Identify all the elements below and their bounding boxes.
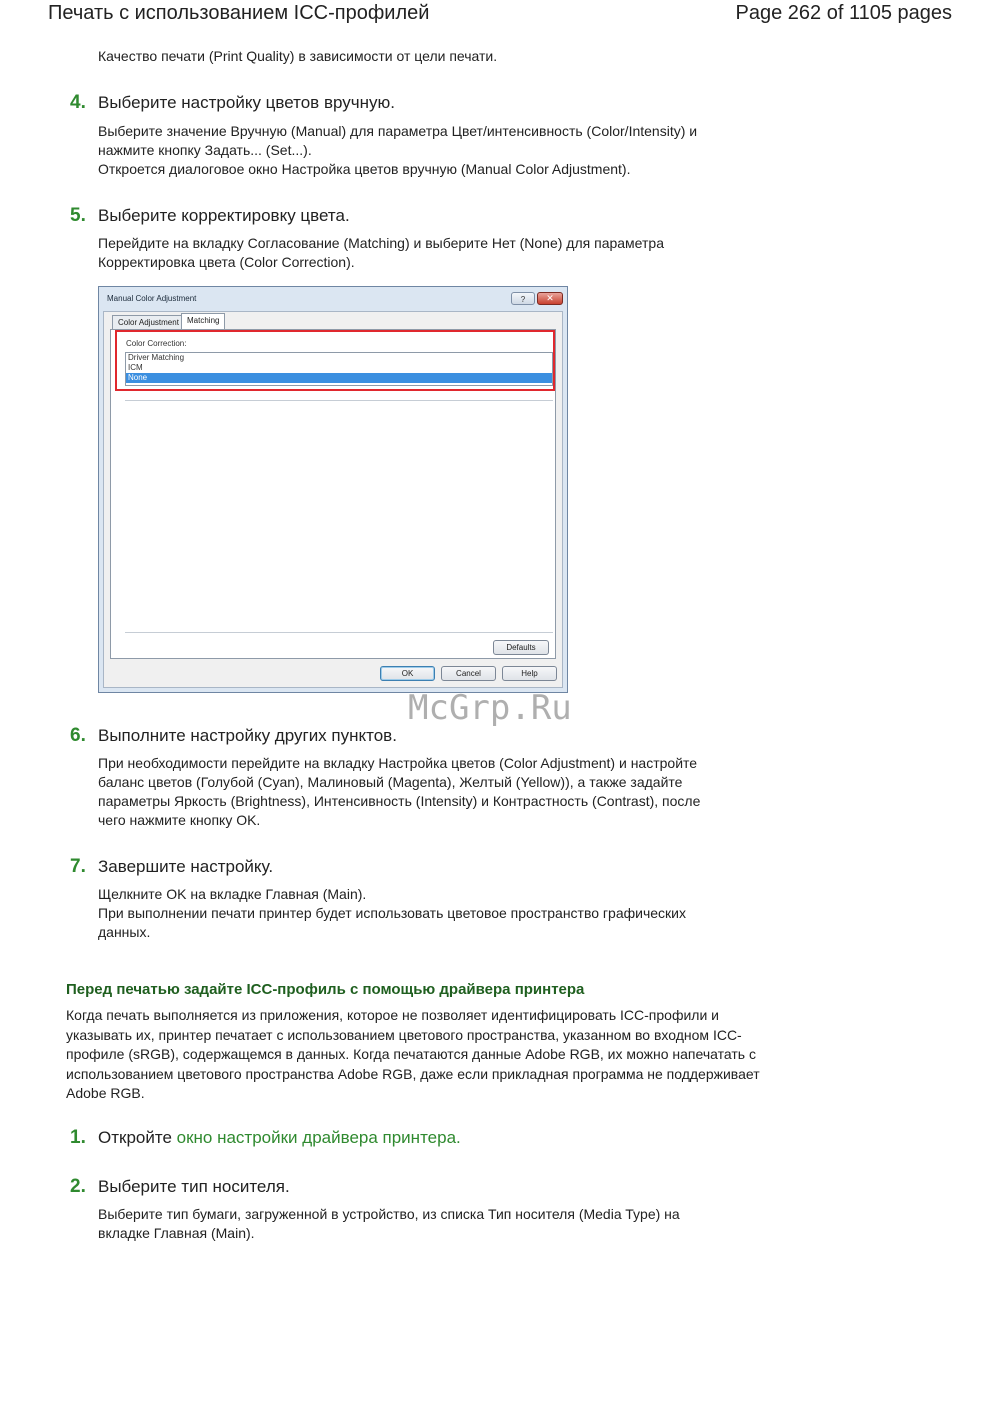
step-title: Выберите корректировку цвета. [98, 206, 350, 225]
step-number: 2. [70, 1176, 86, 1197]
ok-button[interactable]: OK [380, 666, 435, 681]
step-line: вкладке Главная (Main). [98, 1225, 255, 1241]
step-2-heading [70, 1176, 290, 1198]
step-line: баланс цветов (Голубой (Cyan), Малиновый (Magenta), Желтый (Yellow)), а также задайте [98, 774, 683, 790]
defaults-button[interactable]: Defaults [493, 640, 549, 655]
step-line: нажмите кнопку Задать... (Set...). [98, 142, 312, 158]
list-item-icm[interactable]: ICM [128, 363, 143, 372]
step-4-heading [70, 92, 395, 114]
step-line: параметры Яркость (Brightness), Интенсивность (Intensity) и Контрастность (Contrast), после [98, 793, 701, 809]
step-6-body [98, 754, 700, 830]
step-1-heading [70, 1127, 461, 1149]
help-button[interactable]: Help [502, 666, 557, 681]
driver-settings-link[interactable]: окно настройки драйвера принтера. [176, 1128, 461, 1147]
step-title: Выполните настройку других пунктов. [98, 726, 397, 745]
step-number: 5. [70, 205, 86, 226]
dialog-title: Manual Color Adjustment [107, 294, 197, 303]
page-title: Печать с использованием ICC-профилей [48, 2, 430, 24]
step-title: Откройте [98, 1128, 177, 1147]
step-line: Корректировка цвета (Color Correction). [98, 254, 355, 270]
section-heading: Перед печатью задайте ICC-профиль с помощью драйвера принтера [66, 981, 585, 998]
list-item-driver-matching[interactable]: Driver Matching [128, 353, 185, 362]
divider [125, 632, 553, 633]
step-line: данных. [98, 924, 151, 940]
step-title: Завершите настройку. [98, 857, 274, 876]
step-title: Выберите настройку цветов вручную. [98, 93, 395, 112]
help-icon[interactable]: ? [511, 292, 535, 305]
step-6-heading [70, 725, 397, 747]
step-line: При необходимости перейдите на вкладку Настройка цветов (Color Adjustment) и настройте [98, 755, 698, 771]
step-line: Выберите тип бумаги, загруженной в устройство, из списка Тип носителя (Media Type) на [98, 1206, 680, 1222]
tab-matching[interactable]: Matching [181, 313, 225, 330]
divider [125, 400, 553, 401]
watermark: McGrp.Ru [408, 688, 572, 728]
list-item-none[interactable]: None [126, 373, 552, 383]
color-correction-label: Color Correction: [126, 339, 187, 348]
step-number: 7. [70, 856, 86, 877]
step-number: 1. [70, 1127, 86, 1148]
step-title: Выберите тип носителя. [98, 1177, 290, 1196]
step-5-body [98, 234, 664, 272]
cancel-button[interactable]: Cancel [441, 666, 496, 681]
intro-line: Качество печати (Print Quality) в зависимости от цели печати. [98, 48, 498, 64]
step-2-body [98, 1205, 680, 1243]
step-line: Щелкните OK на вкладке Главная (Main). [98, 886, 367, 902]
intro-text [98, 47, 497, 66]
step-line: чего нажмите кнопку OK. [98, 812, 261, 828]
dialog-titlebar [99, 287, 567, 311]
color-correction-list[interactable] [125, 352, 553, 386]
step-line: Перейдите на вкладку Согласование (Matching) и выберите Нет (None) для параметра [98, 235, 664, 251]
close-icon[interactable]: ✕ [537, 292, 563, 305]
step-7-heading [70, 856, 273, 878]
step-7-body [98, 885, 686, 942]
step-line: Откроется диалоговое окно Настройка цветов вручную (Manual Color Adjustment). [98, 161, 631, 177]
dialog-client [103, 311, 563, 688]
matching-panel [110, 329, 556, 659]
section-paragraph: Когда печать выполняется из приложения, которое не позволяет идентифицировать ICC-профили и указывать их, принтер печатает с использованием цветового пространства, указанном во входном ICC-профиле (sRGB), содержащемся в данных. Когда печатаются данные Adobe RGB, их можно напечатать с использованием цветового пространства Adobe RGB, даже если прикладная программа не поддерживает Adobe RGB. [66, 1007, 760, 1101]
manual-color-adjustment-dialog [98, 286, 568, 693]
page-counter: Page 262 of 1105 pages [735, 2, 952, 24]
step-5-heading [70, 205, 350, 227]
tab-color-adjustment[interactable]: Color Adjustment [112, 315, 185, 329]
step-4-body [98, 122, 697, 179]
step-line: Выберите значение Вручную (Manual) для параметра Цвет/интенсивность (Color/Intensity) и [98, 123, 698, 139]
step-number: 6. [70, 725, 86, 746]
step-line: При выполнении печати принтер будет использовать цветовое пространство графических [98, 905, 686, 921]
step-number: 4. [70, 92, 86, 113]
